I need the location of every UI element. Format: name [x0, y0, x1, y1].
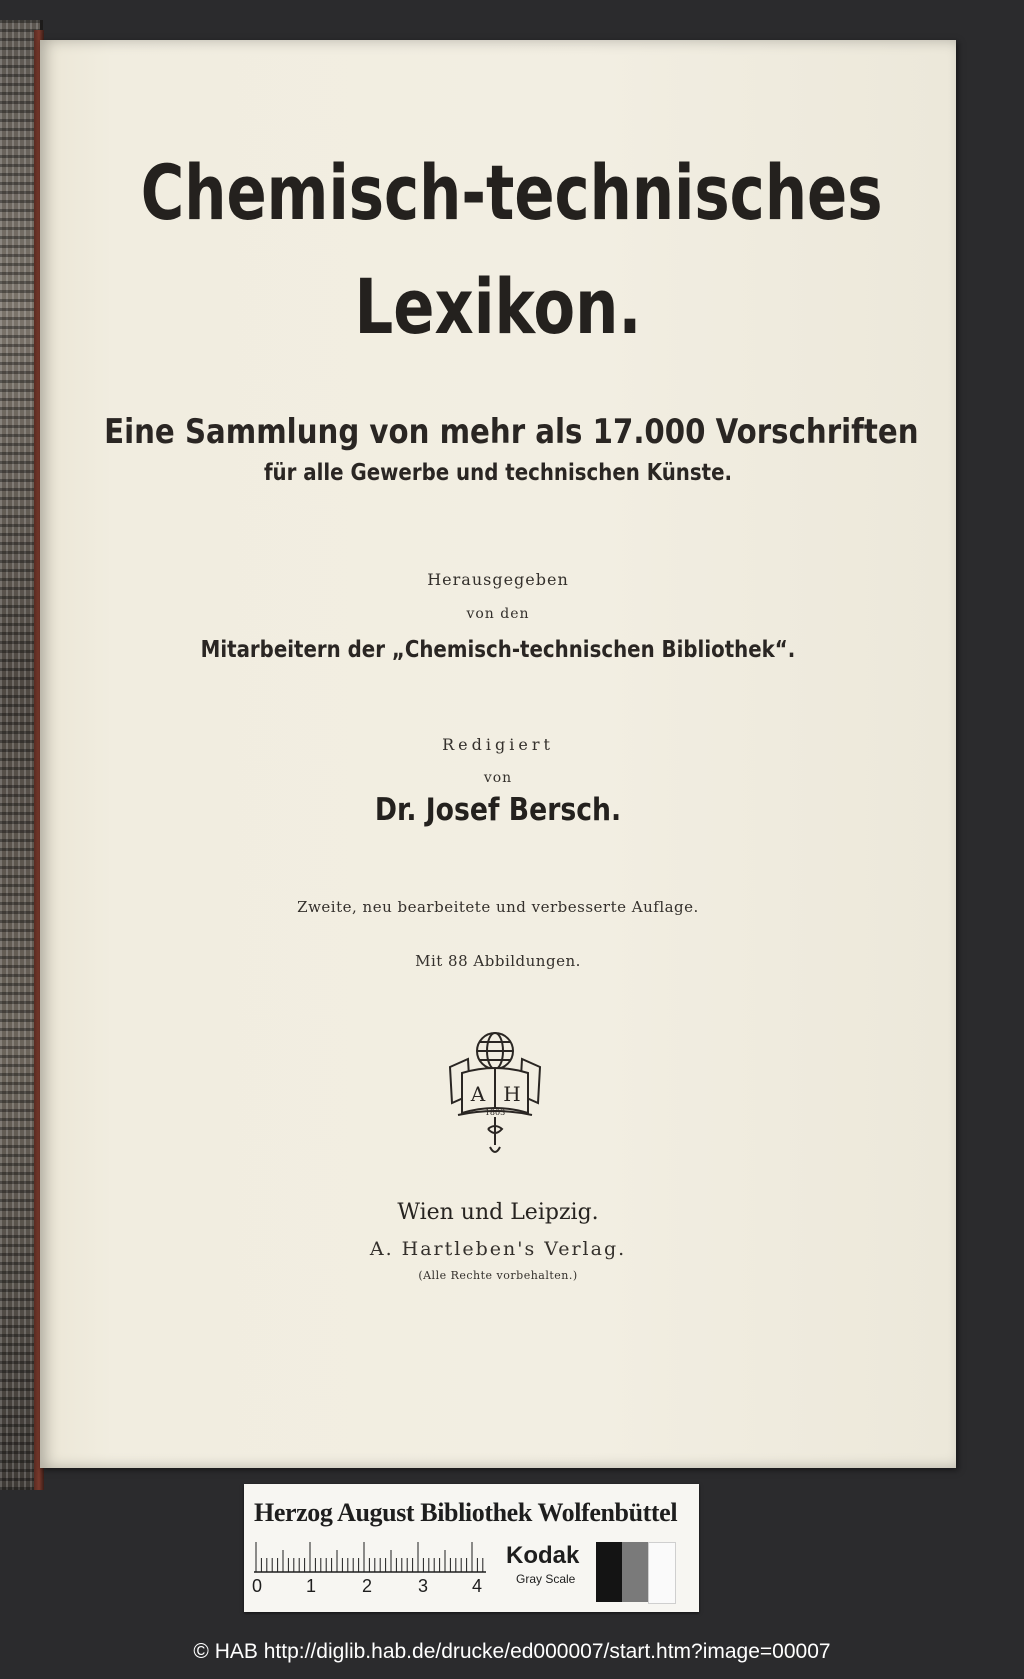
- issued-by: Herausgegeben: [427, 570, 569, 589]
- publisher-name: A. Hartleben's Verlag.: [369, 1238, 627, 1260]
- rights-note: (Alle Rechte vorbehalten.): [418, 1269, 578, 1282]
- title-line-1: Chemisch-technisches: [140, 148, 883, 237]
- emblem-letter-h: H: [503, 1082, 521, 1106]
- title-line-2: Lexikon.: [354, 262, 642, 351]
- ruler-number-3: 3: [418, 1576, 429, 1596]
- gray-patch-white: [648, 1542, 676, 1604]
- by-the: von den: [466, 606, 530, 622]
- gray-patch-mid: [622, 1542, 648, 1602]
- ruler-number-1: 1: [306, 1576, 317, 1596]
- edition-note: Zweite, neu bearbeitete und verbesserte Auflage.: [297, 898, 699, 916]
- copyright-footer: © HAB http://diglib.hab.de/drucke/ed000007/start.htm?image=00007: [193, 1640, 831, 1663]
- title-page: [40, 40, 956, 1468]
- library-color-card: [244, 1484, 699, 1612]
- subtitle-line-1: Eine Sammlung von mehr als 17.000 Vorschriften: [104, 412, 919, 452]
- subtitle-line-2: für alle Gewerbe und technischen Künste.: [263, 460, 733, 486]
- publication-place: Wien und Leipzig.: [397, 1200, 599, 1225]
- author-name: Dr. Josef Bersch.: [374, 792, 622, 828]
- ruler-scale: [254, 1534, 486, 1574]
- publisher-emblem-icon: [440, 1025, 550, 1160]
- contributors: Mitarbeitern der „Chemisch-technischen Bibliothek“.: [200, 637, 796, 663]
- gray-patch-black: [596, 1542, 622, 1602]
- emblem-letter-a: A: [470, 1082, 486, 1106]
- illustrations-note: Mit 88 Abbildungen.: [415, 952, 581, 970]
- kodak-brand: Kodak: [506, 1542, 580, 1569]
- emblem-year: 1803: [484, 1108, 506, 1117]
- by-label: von: [483, 770, 513, 786]
- ruler-number-0: 0: [252, 1576, 263, 1596]
- library-name: Herzog August Bibliothek Wolfenbüttel: [254, 1498, 678, 1527]
- ruler-number-4: 4: [472, 1576, 483, 1596]
- ruler-number-2: 2: [362, 1576, 373, 1596]
- edited-label: Redigiert: [442, 735, 554, 754]
- gray-scale-label: Gray Scale: [516, 1572, 576, 1586]
